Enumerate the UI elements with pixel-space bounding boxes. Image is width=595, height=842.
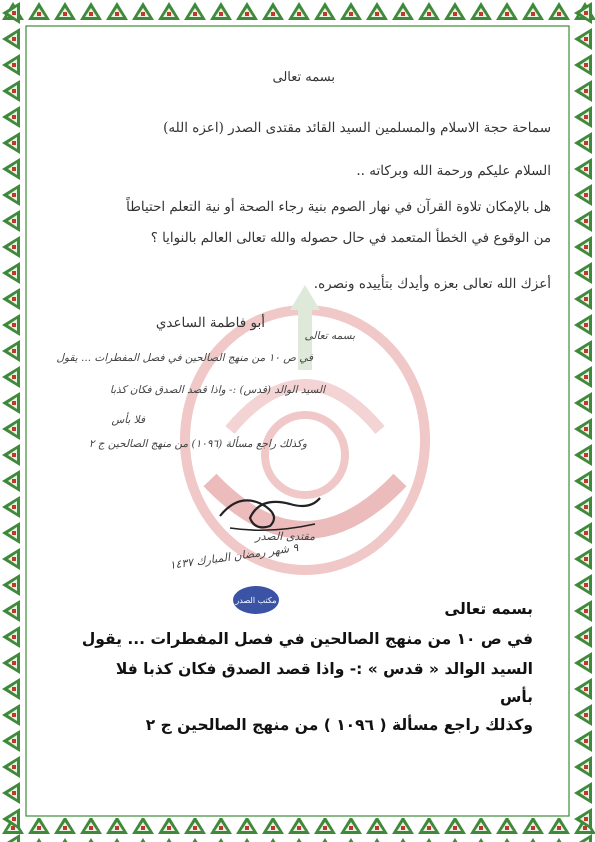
letter-prayer: أعزك الله تعالى بعزه وأيدك بتأييده ونصره. — [313, 276, 551, 292]
letter-greeting: السلام عليكم ورحمة الله وبركاته .. — [356, 163, 551, 179]
handwritten-line: وكذلك راجع مسألة (١٠٩٦) من منهج الصالحين ج ٢ — [88, 438, 307, 450]
office-seal — [233, 586, 279, 614]
handwritten-line: بسمه تعالى — [304, 330, 355, 342]
signature-date: ٩ شهر رمضان المبارك ١٤٣٧ — [168, 541, 300, 572]
letter-sender: أبو فاطمة الساعدي — [155, 315, 265, 331]
answer-line-4: وكذلك راجع مسألة ( ١٠٩٦ ) من منهج الصالحين ج ٢ — [145, 716, 533, 734]
handwritten-line: السيد الوالد (قدس) :- واذا قصد الصدق فكان كذبا — [109, 384, 325, 396]
handwritten-line: فلا بأس — [111, 414, 145, 426]
letter-question-line-1: هل بالإمكان تلاوة القرآن في نهار الصوم بنية رجاء الصحة أو نية التعلم احتياطاً — [126, 200, 551, 215]
answer-line-1: في ص ١٠ من منهج الصالحين في فصل المفطرات ... يقول — [81, 630, 533, 648]
letter-basmala: بسمه تعالى — [272, 70, 335, 85]
handwritten-line: في ص ١٠ من منهج الصالحين في فصل المفطرات ... يقول — [56, 352, 313, 364]
signature — [210, 486, 330, 536]
signature-title: مقتدى الصدر — [255, 530, 315, 543]
answer-line-3: بأس — [499, 688, 533, 706]
answer-basmala: بسمه تعالى — [444, 600, 533, 618]
letter-address: سماحة حجة الاسلام والمسلمين السيد القائد مقتدى الصدر (اعزه الله) — [163, 120, 551, 136]
seal-text: مكتب الصدر — [235, 595, 277, 605]
letter-question-line-2: من الوقوع في الخطأ المتعمد في حال حصوله والله تعالى العالم بالنوايا ؟ — [150, 231, 551, 246]
answer-line-2: السيد الوالد « قدس » :- واذا قصد الصدق فكان كذبا فلا — [115, 660, 533, 678]
